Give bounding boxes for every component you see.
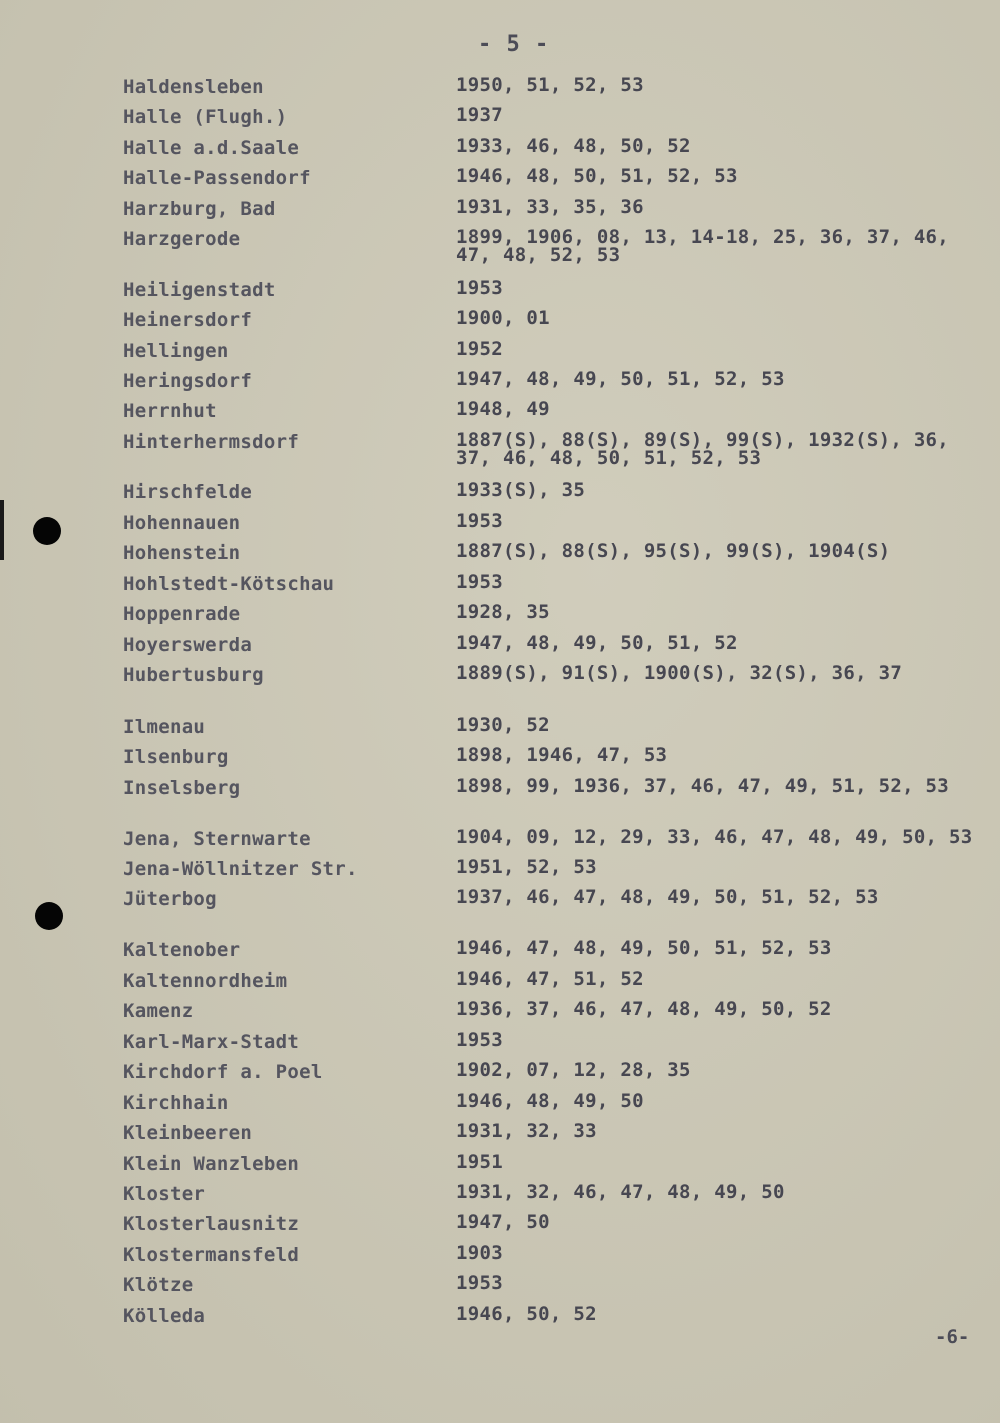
observation-years: 1931, 33, 35, 36	[456, 196, 644, 218]
place-name: Hubertusburg	[123, 664, 264, 686]
place-name: Hellingen	[123, 340, 229, 362]
observation-years: 1933(S), 35	[456, 479, 586, 501]
place-name: Hoyerswerda	[123, 634, 253, 656]
observation-years: 1931, 32, 46, 47, 48, 49, 50	[456, 1181, 785, 1203]
observation-years: 1946, 47, 48, 49, 50, 51, 52, 53	[456, 937, 832, 959]
place-name: Heinersdorf	[123, 309, 253, 331]
observation-years: 1899, 1906, 08, 13, 14-18, 25, 36, 37, 46, 47, 48, 52, 53	[456, 226, 950, 266]
edge-mark	[0, 500, 4, 560]
observation-years: 1936, 37, 46, 47, 48, 49, 50, 52	[456, 998, 832, 1020]
observation-years: 1887(S), 88(S), 89(S), 99(S), 1932(S), 36, 37, 46, 48, 50, 51, 52, 53	[456, 429, 950, 469]
observation-years: 1898, 1946, 47, 53	[456, 744, 668, 766]
observation-years: 1933, 46, 48, 50, 52	[456, 135, 691, 157]
page-number: - 5 -	[478, 32, 550, 57]
observation-years: 1937, 46, 47, 48, 49, 50, 51, 52, 53	[456, 886, 879, 908]
place-name: Halle-Passendorf	[123, 167, 311, 189]
place-name: Hoppenrade	[123, 603, 241, 625]
place-name: Kamenz	[123, 1000, 194, 1022]
place-name: Jena-Wöllnitzer Str.	[123, 858, 358, 880]
place-name: Heiligenstadt	[123, 279, 276, 301]
place-name: Harzgerode	[123, 228, 241, 250]
place-name: Ilsenburg	[123, 746, 229, 768]
place-name: Karl-Marx-Stadt	[123, 1031, 300, 1053]
place-name: Harzburg, Bad	[123, 198, 276, 220]
place-name: Jüterbog	[123, 888, 217, 910]
observation-years: 1953	[456, 510, 503, 532]
observation-years: 1947, 48, 49, 50, 51, 52	[456, 632, 738, 654]
place-name: Halle (Flugh.)	[123, 106, 288, 128]
observation-years: 1950, 51, 52, 53	[456, 74, 644, 96]
punch-hole-bottom	[35, 902, 63, 930]
observation-years: 1937	[456, 104, 503, 126]
observation-years: 1898, 99, 1936, 37, 46, 47, 49, 51, 52, 53	[456, 775, 950, 797]
place-name: Klostermansfeld	[123, 1244, 300, 1266]
observation-years: 1947, 50	[456, 1211, 550, 1233]
place-name: Inselsberg	[123, 777, 241, 799]
place-name: Klein Wanzleben	[123, 1153, 300, 1175]
place-name: Ilmenau	[123, 716, 206, 738]
observation-years: 1948, 49	[456, 398, 550, 420]
place-name: Heringsdorf	[123, 370, 253, 392]
place-name: Kaltennordheim	[123, 970, 288, 992]
place-name: Herrnhut	[123, 400, 217, 422]
next-page-marker: -6-	[935, 1326, 970, 1348]
observation-years: 1951	[456, 1151, 503, 1173]
place-name: Klötze	[123, 1274, 194, 1296]
observation-years: 1951, 52, 53	[456, 856, 597, 878]
place-name: Hohlstedt-Kötschau	[123, 573, 335, 595]
observation-years: 1953	[456, 1029, 503, 1051]
observation-years: 1946, 48, 50, 51, 52, 53	[456, 165, 738, 187]
place-name: Hinterhermsdorf	[123, 431, 300, 453]
place-name: Klosterlausnitz	[123, 1213, 300, 1235]
punch-hole-top	[33, 517, 61, 545]
place-name: Kirchdorf a. Poel	[123, 1061, 323, 1083]
place-name: Hohennauen	[123, 512, 241, 534]
observation-years: 1953	[456, 571, 503, 593]
observation-years: 1953	[456, 277, 503, 299]
place-name: Jena, Sternwarte	[123, 828, 311, 850]
observation-years: 1931, 32, 33	[456, 1120, 597, 1142]
observation-years: 1887(S), 88(S), 95(S), 99(S), 1904(S)	[456, 540, 891, 562]
place-name: Hirschfelde	[123, 481, 253, 503]
place-name: Kleinbeeren	[123, 1122, 253, 1144]
observation-years: 1900, 01	[456, 307, 550, 329]
observation-years: 1902, 07, 12, 28, 35	[456, 1059, 691, 1081]
observation-years: 1946, 47, 51, 52	[456, 968, 644, 990]
observation-years: 1903	[456, 1242, 503, 1264]
observation-years: 1947, 48, 49, 50, 51, 52, 53	[456, 368, 785, 390]
place-name: Kirchhain	[123, 1092, 229, 1114]
place-name: Kölleda	[123, 1305, 206, 1327]
place-name: Haldensleben	[123, 76, 264, 98]
place-name: Kloster	[123, 1183, 206, 1205]
observation-years: 1953	[456, 1272, 503, 1294]
observation-years: 1946, 50, 52	[456, 1303, 597, 1325]
observation-years: 1928, 35	[456, 601, 550, 623]
observation-years: 1889(S), 91(S), 1900(S), 32(S), 36, 37	[456, 662, 903, 684]
place-name: Halle a.d.Saale	[123, 137, 300, 159]
observation-years: 1946, 48, 49, 50	[456, 1090, 644, 1112]
observation-years: 1904, 09, 12, 29, 33, 46, 47, 48, 49, 50, 53	[456, 826, 973, 848]
observation-years: 1952	[456, 338, 503, 360]
place-name: Kaltenober	[123, 939, 241, 961]
place-name: Hohenstein	[123, 542, 241, 564]
observation-years: 1930, 52	[456, 714, 550, 736]
